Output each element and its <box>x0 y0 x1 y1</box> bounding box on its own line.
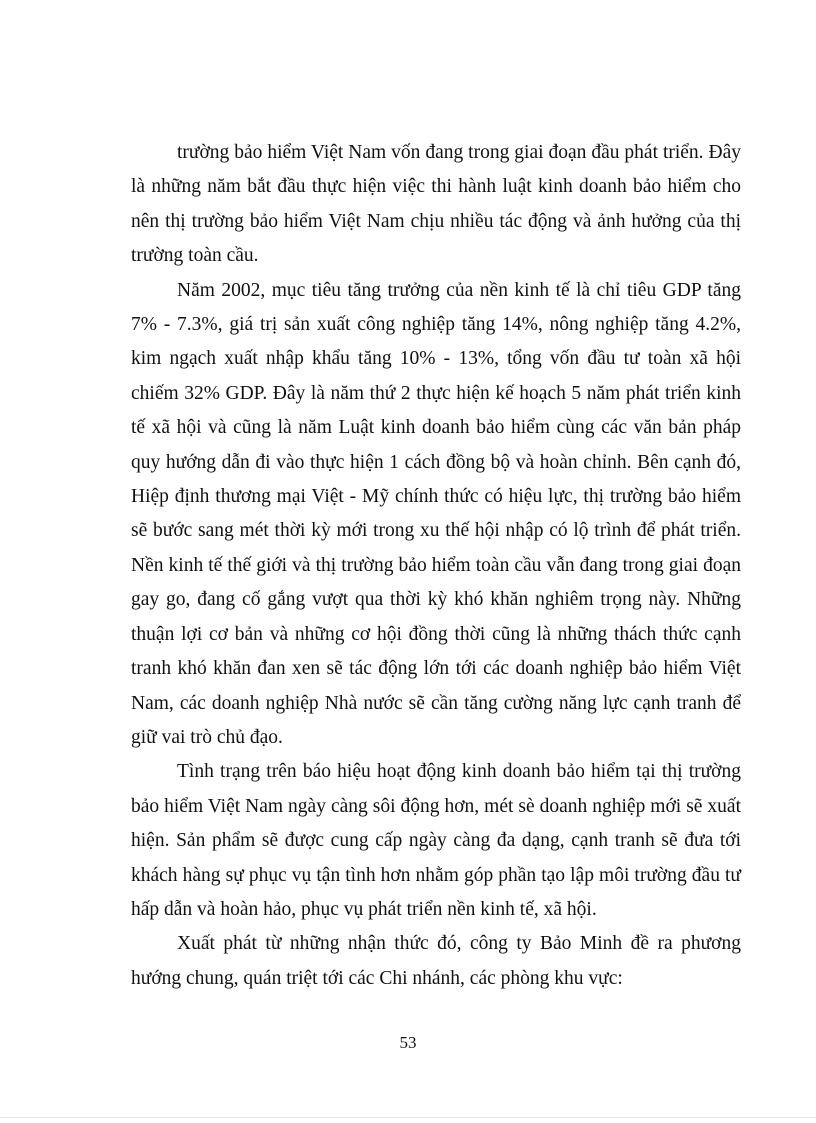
page-number: 53 <box>399 1033 417 1052</box>
paragraph-market-context: trường bảo hiểm Việt Nam vốn đang trong giai đoạn đầu phát triển. Đây là những năm bắt đầu thực hiện việc thi hành luật kinh doanh bảo hiểm cho nên thị trường bảo hiểm Việt Nam chịu nhiều tác động và ảnh hưởng của thị trường toàn cầu. <box>131 142 741 267</box>
page-body <box>131 136 741 996</box>
paragraph-bao-minh-direction: Xuất phát từ những nhận thức đó, công ty Bảo Minh đề ra phương hướng chung, quán triệt tới các Chi nhánh, các phòng khu vực: <box>131 933 741 989</box>
page-bottom-divider <box>0 1117 816 1118</box>
paragraph-market-outlook: Tình trạng trên báo hiệu hoạt động kinh doanh bảo hiểm tại thị trường bảo hiểm Việt Nam ngày càng sôi động hơn, mét sè doanh nghiệp mới sẽ xuất hiện. Sản phẩm sẽ được cung cấp ngày càng đa dạng, cạnh tranh sẽ đưa tới khách hàng sự phục vụ tận tình hơn nhằm góp phần tạo lập môi trường đầu tư hấp dẫn và hoàn hảo, phục vụ phát triển nền kinh tế, xã hội. <box>131 761 741 920</box>
paragraph-2002-targets: Năm 2002, mục tiêu tăng trưởng của nền kinh tế là chỉ tiêu GDP tăng 7% - 7.3%, giá trị sản xuất công nghiệp tăng 14%, nông nghiệp tăng 4.2%, kim ngạch xuất nhập khẩu tăng 10% - 13%, tổng vốn đầu tư toàn xã hội chiếm 32% GDP. Đây là năm thứ 2 thực hiện kế hoạch 5 năm phát triển kinh tế xã hội và cũng là năm Luật kinh doanh bảo hiểm cùng các văn bản pháp quy hướng dẫn đi vào thực hiện 1 cách đồng bộ và hoàn chỉnh. Bên cạnh đó, Hiệp định thương mại Việt - Mỹ chính thức có hiệu lực, thị trường bảo hiểm sẽ bước sang mét thời kỳ mới trong xu thế hội nhập có lộ trình để phát triển. Nền kinh tế thế giới và thị trường bảo hiểm toàn cầu vẫn đang trong giai đoạn gay go, đang cố gắng vượt qua thời kỳ khó khăn nghiêm trọng này. Những thuận lợi cơ bản và những cơ hội đồng thời cũng là những thách thức cạnh tranh khó khăn đan xen sẽ tác động lớn tới các doanh nghiệp bảo hiểm Việt Nam, các doanh nghiệp Nhà nước sẽ cần tăng cường năng lực cạnh tranh để giữ vai trò chủ đạo. <box>131 279 741 748</box>
